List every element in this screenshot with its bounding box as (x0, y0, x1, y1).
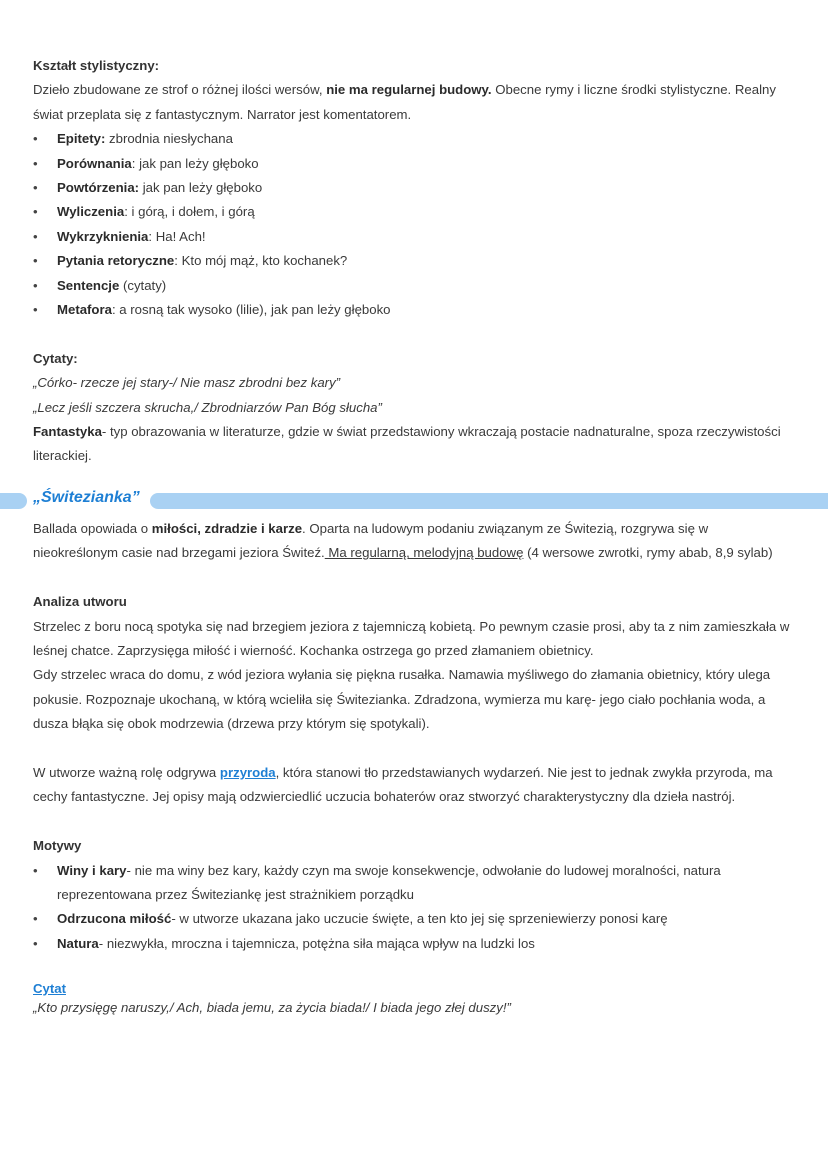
analysis-heading: Analiza utworu (33, 594, 127, 610)
banner-title: „Świtezianka” (33, 489, 140, 506)
list-item: • Odrzucona miłość- w utworze ukazana jako uczucie święte, a ten kto jej się sprzeniewierzy ponosi karę (33, 907, 793, 931)
analysis-paragraph-1: Strzelec z boru nocą spotyka się nad brzegiem jeziora z tajemniczą kobietą. Po pewnym czasie prosi, aby ta z nim zamieszkała w leśnej chatce. Zaprzysięga miłość i wierność. Kochanka ostrzega go przed złamaniem obietnicy. (33, 618, 790, 658)
quote-line-2: „Lecz jeśli szczera skrucha,/ Zbrodniarzów Pan Bóg słucha” (33, 399, 382, 415)
motifs-heading: Motywy (33, 838, 82, 854)
list-item: • Porównania: jak pan leży głęboko (33, 152, 793, 176)
ballad-intro: Ballada opowiada o miłości, zdradzie i karze. Oparta na ludowym podaniu związanym ze Świtezią, rozgrywa się w nieokreślonym casie nad brzegami jeziora Świteź. Ma regularną, melodyjną budowę (4 wersowe zwrotki, rymy abab, 8,9 sylab) (33, 520, 773, 561)
analysis-paragraph-2: Gdy strzelec wraca do domu, z wód jeziora wyłania się piękna rusałka. Namawia myśliwego do złamania obietnicy, który ulega pokusie. Rozpoznaje ukochaną, w którą wcieliła się Świtezianka. Zdradzona, wymierza mu karę- jego ciało pochłania woda, a dusza błąka się obok modrzewia (drzewa przy którym się spotykali). (33, 667, 771, 732)
list-item: • Natura- niezwykła, mroczna i tajemnicza, potężna siła mająca wpływ na ludzki los (33, 932, 793, 956)
list-item: • Winy i kary- nie ma winy bez kary, każdy czyn ma swoje konsekwencje, odwołanie do ludowej moralności, natura reprezentowana przez Świteziankę jest strażnikiem porządku (33, 859, 793, 908)
document-page (33, 54, 793, 1020)
style-heading: Kształt stylistyczny: (33, 58, 160, 73)
motifs-list (33, 859, 793, 957)
quote-line-1: „Córko- rzecze jej stary-/ Nie masz zbrodni bez kary” (33, 375, 341, 391)
list-item: • Wyliczenia: i górą, i dołem, i górą (33, 200, 793, 224)
list-item: • Sentencje (cytaty) (33, 274, 793, 298)
nature-paragraph: W utworze ważną rolę odgrywa przyroda, która stanowi tło przedstawianych wydarzeń. Nie jest to jednak zwykła przyroda, ma cechy fantastyczne. Jej opisy mają odzwierciedlić uczucia bohaterów oraz stworzyć charakterystyczny dla dzieła nastrój. (33, 764, 773, 805)
list-item: • Powtórzenia: jak pan leży głęboko (33, 176, 793, 200)
list-item: • Wykrzyknienia: Ha! Ach! (33, 225, 793, 249)
list-item: • Epitety: zbrodnia niesłychana (33, 127, 793, 151)
style-intro: Dzieło zbudowane ze strof o różnej ilości wersów, nie ma regularnej budowy. Obecne rymy i liczne środki stylistyczne. Realny świat przeplata się z fantastycznym. Narrator jest komentatorem. (33, 82, 776, 122)
final-quote: „Kto przysięgę naruszy,/ Ach, biada jemu, za życia biada!/ I biada jego złej duszy!” (33, 999, 511, 1015)
fantasy-definition: Fantastyka- typ obrazowania w literaturze, gdzie w świat przedstawiony wkraczają postacie nadnaturalne, spoza rzeczywistości literackiej. (33, 424, 781, 464)
list-item: • Pytania retoryczne: Kto mój mąż, kto kochanek? (33, 249, 793, 273)
nature-link[interactable]: przyroda (219, 764, 276, 780)
quotes-heading: Cytaty: (33, 350, 78, 366)
list-item: • Metafora: a rosną tak wysoko (lilie), jak pan leży głęboko (33, 298, 793, 322)
quote-heading[interactable]: Cytat (33, 980, 66, 996)
banner-pill-left (0, 493, 27, 509)
stylistic-devices-list (33, 127, 793, 322)
